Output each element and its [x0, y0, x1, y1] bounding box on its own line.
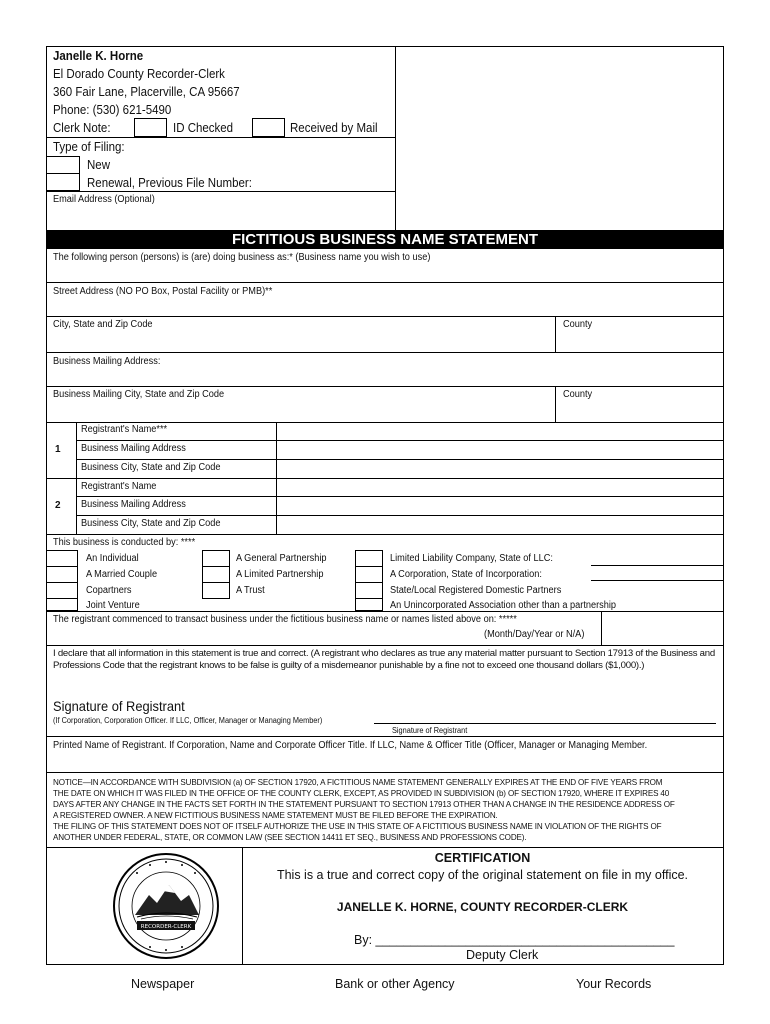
option-label: A Trust [236, 585, 265, 596]
form-title-bar [46, 230, 724, 249]
individual-checkbox[interactable] [46, 550, 78, 567]
registrant-2-city-input[interactable] [278, 517, 721, 533]
signature-line-label: Signature of Registrant [392, 726, 468, 735]
renewal-filing-label: Renewal, Previous File Number: [87, 176, 252, 190]
notice-line: THE DATE ON WHICH IT WAS FILED IN THE OFFICE OF THE COUNTY CLERK, EXCEPT, AS PROVIDED IN SUBDIVISION (b) OF SECTION 17920, WHERE IT EXPIRES 40 [53, 789, 670, 798]
option-label: A Married Couple [86, 569, 158, 580]
business-name-input[interactable] [48, 265, 722, 281]
registrant-number: 2 [55, 500, 61, 511]
commenced-date-input[interactable] [603, 613, 722, 643]
received-by-mail-label: Received by Mail [290, 121, 378, 135]
mailing-county-label: County [563, 389, 593, 400]
commenced-label: The registrant commenced to transact business under the fictitious business name or names listed above on: ***** [53, 614, 517, 625]
mailing-county-input[interactable] [557, 402, 722, 420]
office-name: El Dorado County Recorder-Clerk [53, 67, 225, 81]
notice-line: A REGISTERED OWNER. A NEW FICTITIOUS BUSINESS NAME STATEMENT MUST BE FILED BEFORE THE EXPIRATION. [53, 811, 498, 820]
deputy-clerk-label: Deputy Clerk [466, 948, 539, 962]
commenced-date-hint: (Month/Day/Year or N/A) [484, 629, 585, 640]
type-of-filing-label: Type of Filing: [53, 140, 125, 154]
copy-bank-agency: Bank or other Agency [335, 977, 455, 991]
mailing-address-label: Business Mailing Address: [53, 356, 161, 367]
signature-heading: Signature of Registrant [53, 698, 185, 714]
general-partnership-checkbox[interactable] [202, 550, 230, 567]
joint-venture-checkbox[interactable] [46, 598, 78, 611]
option-label: A Corporation, State of Incorporation: [390, 569, 542, 580]
certification-statement: This is a true and correct copy of the original statement on file in my office. [276, 868, 689, 882]
street-address-label: Street Address (NO PO Box, Postal Facility or PMB)** [53, 286, 273, 297]
option-label: An Unincorporated Association other than a partnership [390, 600, 617, 611]
registrant-city-label: Business City, State and Zip Code [81, 462, 221, 473]
option-label: Copartners [86, 585, 132, 596]
deputy-signature-line: By: ___________________________________________ [354, 933, 675, 947]
limited-partnership-checkbox[interactable] [202, 566, 230, 583]
id-checked-checkbox[interactable] [134, 118, 167, 137]
option-label: An Individual [86, 553, 139, 564]
county-seal-icon [111, 851, 221, 961]
llc-state-input[interactable] [591, 552, 724, 566]
registrant-mailing-label: Business Mailing Address [81, 499, 186, 510]
email-input[interactable] [48, 207, 393, 227]
trust-checkbox[interactable] [202, 582, 230, 599]
office-phone: Phone: (530) 621-5490 [53, 103, 172, 117]
registrant-number: 1 [55, 444, 61, 455]
email-label: Email Address (Optional) [53, 194, 155, 205]
option-label: A General Partnership [236, 553, 327, 564]
copy-your-records: Your Records [576, 977, 652, 991]
option-label: A Limited Partnership [236, 569, 324, 580]
corporation-checkbox[interactable] [355, 566, 383, 583]
notice-line: NOTICE—IN ACCORDANCE WITH SUBDIVISION (a) OF SECTION 17920, A FICTITIOUS NAME STATEMENT GENERALLY EXPIRES AT THE END OF FIVE YEARS FROM [53, 778, 663, 787]
option-label: State/Local Registered Domestic Partners [390, 585, 562, 596]
mailing-city-label: Business Mailing City, State and Zip Code [53, 389, 225, 400]
county-input[interactable] [557, 332, 722, 350]
registrant-city-label: Business City, State and Zip Code [81, 518, 221, 529]
llc-checkbox[interactable] [355, 550, 383, 567]
registrant-1-mailing-input[interactable] [278, 442, 721, 458]
signature-input[interactable] [374, 706, 716, 724]
seal-text: RECORDER-CLERK [140, 924, 192, 930]
copartners-checkbox[interactable] [46, 582, 78, 599]
domestic-partners-checkbox[interactable] [355, 582, 383, 599]
office-address: 360 Fair Lane, Placerville, CA 95667 [53, 85, 240, 99]
copy-newspaper: Newspaper [131, 977, 195, 991]
notice-line: DAYS AFTER ANY CHANGE IN THE FACTS SET FORTH IN THE STATEMENT PURSUANT TO SECTION 17913 OTHER THAN A CHANGE IN THE RESIDENCE ADDRESS OF [53, 800, 675, 809]
signature-note: (If Corporation, Corporation Officer. If LLC, Officer, Manager or Managing Member) [53, 716, 323, 725]
notice-line: THE FILING OF THIS STATEMENT DOES NOT OF ITSELF AUTHORIZE THE USE IN THIS STATE OF A FICTITIOUS BUSINESS NAME IN VIOLATION OF THE RIGHTS OF [53, 822, 662, 831]
married-couple-checkbox[interactable] [46, 566, 78, 583]
registrant-2-mailing-input[interactable] [278, 498, 721, 514]
incorporation-state-input[interactable] [591, 567, 724, 581]
conducted-by-label: This business is conducted by: **** [53, 537, 196, 548]
registrant-1-name-input[interactable] [278, 424, 721, 438]
registrant-1-city-input[interactable] [278, 461, 721, 477]
new-filing-checkbox[interactable] [46, 156, 80, 174]
received-by-mail-checkbox[interactable] [252, 118, 285, 137]
clerk-name: Janelle K. Horne [53, 49, 144, 63]
business-name-label: The following person (persons) is (are) doing business as:* (Business name you wish to use) [53, 252, 431, 263]
street-address-input[interactable] [48, 299, 722, 315]
new-filing-label: New [87, 158, 111, 172]
mailing-address-input[interactable] [48, 369, 722, 385]
city-state-zip-input[interactable] [48, 332, 553, 350]
unincorporated-association-checkbox[interactable] [355, 598, 383, 611]
registrant-name-label: Registrant's Name [81, 481, 157, 492]
option-label: Joint Venture [86, 600, 140, 611]
renewal-filing-checkbox[interactable] [46, 173, 80, 191]
printed-name-label: Printed Name of Registrant. If Corporation, Name and Corporate Officer Title. If LLC, Name & Officer Title (Officer, Manager or Managing Member. [53, 740, 648, 751]
printed-name-input[interactable] [48, 753, 722, 771]
notice-text [53, 777, 721, 843]
notice-line: ANOTHER UNDER FEDERAL, STATE, OR COMMON LAW (SEE SECTION 14411 ET SEQ., BUSINESS AND PROFESSIONS CODE). [53, 833, 527, 842]
county-label: County [563, 319, 593, 330]
registrant-mailing-label: Business Mailing Address [81, 443, 186, 454]
registrant-2-name-input[interactable] [278, 480, 721, 495]
certification-heading: CERTIFICATION [434, 851, 531, 865]
option-label: Limited Liability Company, State of LLC: [390, 553, 553, 564]
id-checked-label: ID Checked [173, 121, 234, 135]
clerk-note-label: Clerk Note: [53, 121, 111, 135]
registrant-name-label: Registrant's Name*** [81, 424, 168, 435]
city-state-zip-label: City, State and Zip Code [53, 319, 153, 330]
form-title: FICTITIOUS BUSINESS NAME STATEMENT [231, 231, 539, 248]
certification-clerk: JANELLE K. HORNE, COUNTY RECORDER-CLERK [336, 900, 629, 914]
mailing-city-input[interactable] [48, 402, 553, 420]
declaration-text: I declare that all information in this statement is true and correct. (A registrant who declares as true any material matter pursuant to Section 17913 of the Business and Professions Code that the registrant knows to be false is guilty of a misdemeanor punishable by a fine not to exceed one thousand dollars ($1,000).) [53, 648, 715, 671]
